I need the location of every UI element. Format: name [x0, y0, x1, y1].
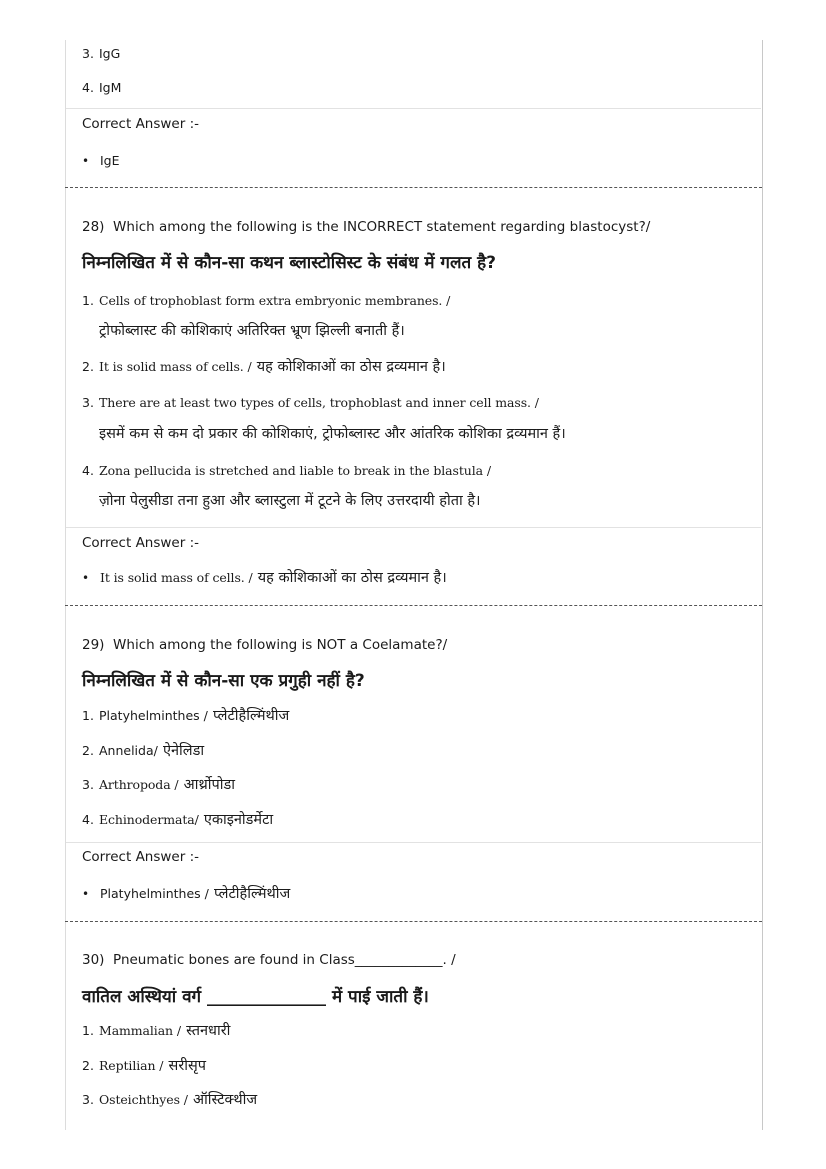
- option-hindi: एकाइनोडर्मेटा: [203, 812, 274, 828]
- option-number: 2.: [82, 1058, 94, 1073]
- q28-option-4-hindi: ज़ोना पेलुसीडा तना हुआ और ब्लास्टुला में टूटने के लिए उत्तरदायी होता है।: [99, 493, 481, 509]
- divider: [66, 108, 761, 109]
- correct-answer: [82, 883, 290, 903]
- option-hindi: आर्थ्रोपोडा: [183, 777, 235, 793]
- option-number: 4.: [82, 80, 94, 95]
- option-hindi: सरीसृप: [168, 1058, 207, 1074]
- question-separator: [65, 187, 762, 188]
- answer-hindi: प्लेटीहैल्मिंथीज: [213, 886, 291, 902]
- correct-answer: [82, 150, 120, 169]
- question-number: 29): [82, 637, 105, 653]
- question-30-title: [82, 952, 456, 968]
- option-hindi: प्लेटीहैल्मिंथीज: [212, 708, 290, 724]
- option-number: 3.: [82, 395, 94, 410]
- q29-option-1: [82, 705, 289, 725]
- q29-option-2: [82, 740, 204, 760]
- option-number: 2.: [82, 359, 94, 374]
- option-hindi: ऑस्टिक्थीज: [192, 1092, 258, 1108]
- q29-option-4: [82, 809, 273, 829]
- bullet-icon: •: [82, 154, 90, 168]
- bullet-icon: •: [82, 887, 90, 901]
- q28-option-1-hindi: ट्रोफोब्लास्ट की कोशिकाएं अतिरिक्त भ्रूण झिल्ली बनाती हैं।: [99, 323, 405, 339]
- option-4: [82, 77, 121, 96]
- correct-answer-label: Correct Answer :-: [82, 116, 199, 132]
- q28-option-3: [82, 392, 539, 411]
- question-text: Which among the following is NOT a Coelamate?/: [113, 637, 448, 653]
- divider: [66, 527, 761, 528]
- option-number: 2.: [82, 743, 94, 758]
- option-text: Cells of trophoblast form extra embryonic membranes. /: [99, 293, 451, 308]
- option-hindi: स्तनधारी: [186, 1023, 231, 1039]
- option-text: Osteichthyes /: [99, 1092, 188, 1107]
- option-hindi: ऐनेलिडा: [162, 743, 205, 759]
- answer-text: Platyhelminthes /: [100, 886, 209, 901]
- option-text: IgG: [99, 46, 121, 61]
- question-29-hindi: निम्नलिखित में से कौन-सा एक प्रगुही नहीं है?: [82, 671, 365, 691]
- option-number: 3.: [82, 777, 94, 792]
- option-text: Arthropoda /: [99, 777, 179, 792]
- question-separator: [65, 605, 762, 606]
- option-hindi: यह कोशिकाओं का ठोस द्रव्यमान है।: [256, 359, 446, 375]
- question-28-hindi: निम्नलिखित में से कौन-सा कथन ब्लास्टोसिस्ट के संबंध में गलत है?: [82, 253, 497, 273]
- option-text: Platyhelminthes /: [99, 708, 208, 723]
- q28-option-3-hindi: इसमें कम से कम दो प्रकार की कोशिकाएं, ट्रोफोब्लास्ट और आंतरिक कोशिका द्रव्यमान हैं।: [99, 426, 566, 442]
- answer-text: IgE: [100, 153, 120, 168]
- q30-option-3: [82, 1089, 257, 1109]
- question-29-title: [82, 637, 447, 653]
- correct-answer-label: Correct Answer :-: [82, 535, 199, 551]
- option-number: 3.: [82, 1092, 94, 1107]
- option-text: IgM: [99, 80, 122, 95]
- option-number: 4.: [82, 812, 94, 827]
- question-number: 28): [82, 219, 105, 235]
- q30-option-2: [82, 1055, 206, 1075]
- q28-option-4: [82, 460, 491, 479]
- option-number: 4.: [82, 463, 94, 478]
- question-separator: [65, 921, 762, 922]
- option-text: Echinodermata/: [99, 812, 199, 827]
- question-text: Pneumatic bones are found in Class_____________. /: [113, 952, 456, 968]
- question-number: 30): [82, 952, 105, 968]
- option-number: 1.: [82, 1023, 94, 1038]
- option-text: Mammalian /: [99, 1023, 181, 1038]
- option-text: Zona pellucida is stretched and liable to break in the blastula /: [99, 463, 491, 478]
- q28-option-1: [82, 290, 450, 309]
- divider: [66, 842, 761, 843]
- option-text: There are at least two types of cells, trophoblast and inner cell mass. /: [99, 395, 539, 410]
- correct-answer-label: Correct Answer :-: [82, 849, 199, 865]
- q30-option-1: [82, 1020, 230, 1040]
- q29-option-3: [82, 774, 235, 794]
- option-text: Reptilian /: [99, 1058, 164, 1073]
- option-number: 1.: [82, 708, 94, 723]
- question-28-title: [82, 219, 650, 235]
- correct-answer: [82, 567, 447, 587]
- option-text: It is solid mass of cells. /: [99, 359, 252, 374]
- question-text: Which among the following is the INCORRECT statement regarding blastocyst?/: [113, 219, 651, 235]
- q28-option-2: [82, 356, 446, 376]
- option-3: [82, 43, 120, 62]
- option-text: Annelida/: [99, 743, 158, 758]
- answer-text: It is solid mass of cells. /: [100, 570, 253, 585]
- option-number: 3.: [82, 46, 94, 61]
- option-number: 1.: [82, 293, 94, 308]
- answer-hindi: यह कोशिकाओं का ठोस द्रव्यमान है।: [257, 570, 447, 586]
- question-30-hindi: वातिल अस्थियां वर्ग ______________ में पाई जाती हैं।: [82, 987, 429, 1007]
- bullet-icon: •: [82, 571, 90, 585]
